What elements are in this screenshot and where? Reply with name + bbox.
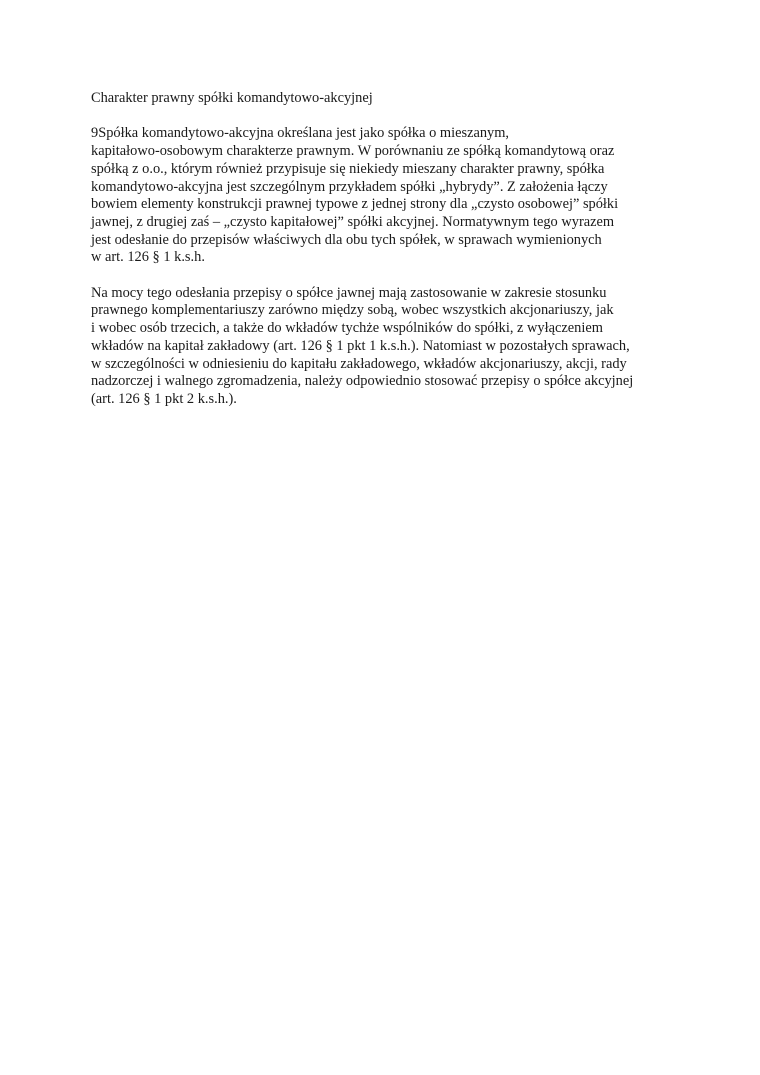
paragraph-line: i wobec osób trzecich, a także do wkładów tychże wspólników do spółki, z wyłączeniem (91, 320, 603, 337)
paragraph-line: jawnej, z drugiej zaś – „czysto kapitałowej” spółki akcyjnej. Normatywnym tego wyrazem (91, 213, 615, 230)
paragraph-line: nadzorczej i walnego zgromadzenia, należy odpowiednio stosować przepisy o spółce akcyjnej (91, 373, 634, 390)
paragraph-line: 9Spółka komandytowo-akcyjna określana jest jako spółka o mieszanym, (91, 125, 510, 142)
paragraph-line: (art. 126 § 1 pkt 2 k.s.h.). (91, 390, 237, 407)
paragraph-line: komandytowo-akcyjna jest szczególnym przykładem spółki „hybrydy”. Z założenia łączy (91, 178, 608, 195)
paragraph-line: w szczególności w odniesieniu do kapitału zakładowego, wkładów akcjonariuszy, akcji, rady (91, 355, 627, 372)
paragraph-line: Na mocy tego odesłania przepisy o spółce jawnej mają zastosowanie w zakresie stosunku (91, 284, 607, 301)
paragraph-1 (91, 125, 681, 267)
paragraph-line: bowiem elementy konstrukcji prawnej typowe z jednej strony dla „czysto osobowej” spółki (91, 196, 619, 213)
paragraph-line: prawnego komplementariuszy zarówno między sobą, wobec wszystkich akcjonariuszy, jak (91, 302, 614, 319)
paragraph-line: w art. 126 § 1 k.s.h. (91, 249, 205, 266)
document-title: Charakter prawny spółki komandytowo-akcyjnej (91, 90, 373, 106)
paragraph-line: wkładów na kapitał zakładowy (art. 126 § 1 pkt 1 k.s.h.). Natomiast w pozostałych sprawach, (91, 337, 630, 354)
paragraph-line: jest odesłanie do przepisów właściwych dla obu tych spółek, w sprawach wymienionych (91, 231, 602, 248)
paragraph-line: spółką z o.o., którym również przypisuje się niekiedy mieszany charakter prawny, spółka (91, 160, 605, 177)
paragraph-2 (91, 285, 681, 409)
paragraph-line: kapitałowo-osobowym charakterze prawnym. W porównaniu ze spółką komandytową oraz (91, 143, 615, 160)
document-body (91, 90, 681, 426)
